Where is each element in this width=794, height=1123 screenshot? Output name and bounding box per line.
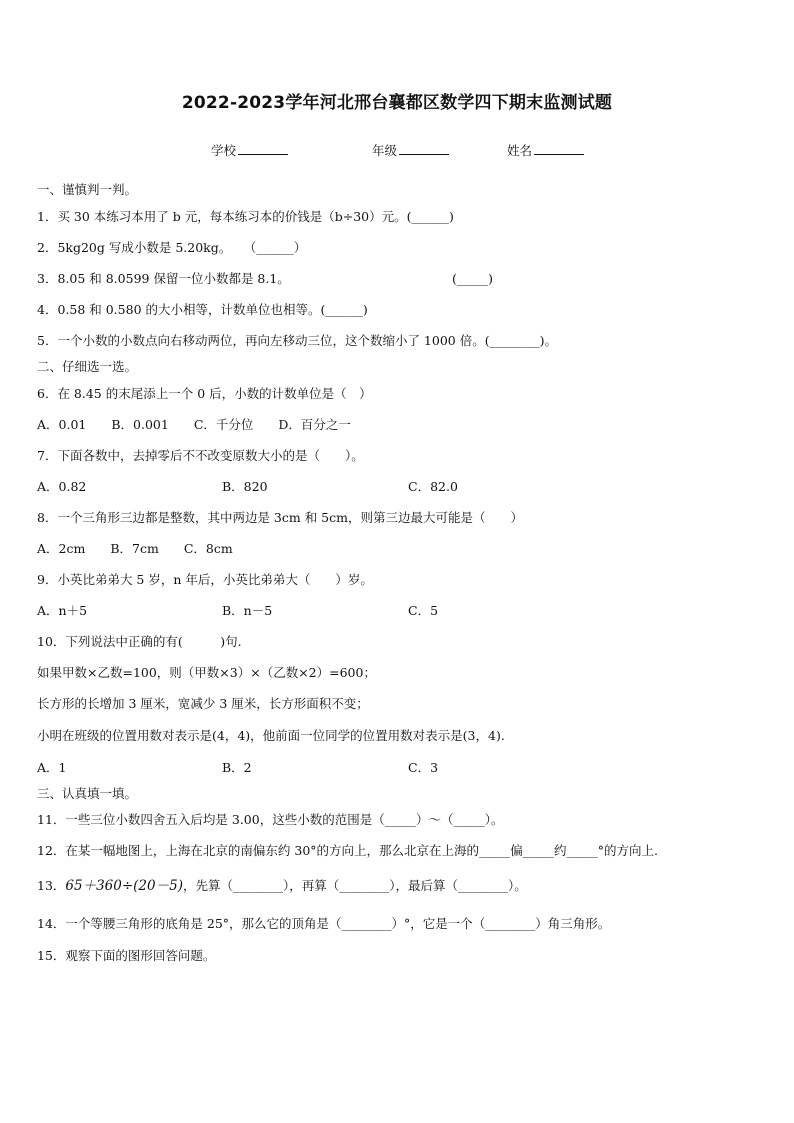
question-10-statement-1: 如果甲数×乙数=100，则（甲数×3）×（乙数×2）=600； (37, 665, 376, 680)
question-9-option-b[interactable]: B．n－5 (222, 603, 273, 618)
question-7: 7．下面各数中，去掉零后不不改变原数大小的是（ ）。 (37, 448, 364, 463)
name-label: 姓名 (507, 143, 533, 158)
question-10-option-b[interactable]: B．2 (222, 760, 252, 775)
question-12: 12．在某一幅地图上，上海在北京的南偏东约 30°的方向上，那么北京在上海的_____偏_____约_____°的方向上. (37, 843, 659, 858)
school-blank[interactable] (238, 141, 288, 155)
question-10-statement-3: 小明在班级的位置用数对表示是(4，4)，他前面一位同学的位置用数对表示是(3，4). (37, 728, 505, 743)
grade-field[interactable] (372, 141, 449, 159)
question-10-option-c[interactable]: C．3 (408, 760, 439, 775)
question-7-option-b[interactable]: B．820 (222, 479, 268, 494)
grade-blank[interactable] (399, 141, 449, 155)
section-heading-1: 一、谨慎判一判。 (37, 182, 138, 197)
question-6: 6．在 8.45 的末尾添上一个 0 后，小数的计数单位是（ ） (37, 386, 372, 401)
question-13 (37, 878, 527, 894)
student-info-row (0, 141, 794, 159)
question-7-option-c[interactable]: C．82.0 (408, 479, 458, 494)
question-13-expression: 65＋360÷(20－5) (65, 878, 183, 894)
name-field[interactable] (507, 141, 584, 159)
question-8-options: A．2cm B．7cm C．8cm (37, 541, 233, 556)
question-3: 3．8.05 和 8.0599 保留一位小数都是 8.1。 (37, 271, 290, 286)
question-1: 1．买 30 本练习本用了 b 元，每本练习本的价钱是（b÷30）元。(______) (37, 209, 454, 224)
school-label: 学校 (211, 143, 237, 158)
question-10: 10．下列说法中正确的有( )句. (37, 634, 242, 649)
section-heading-3: 三、认真填一填。 (37, 786, 138, 801)
question-10-statement-2: 长方形的长增加 3 厘米，宽减少 3 厘米，长方形面积不变； (37, 696, 369, 711)
question-5: 5．一个小数的小数点向右移动两位，再向左移动三位，这个数缩小了 1000 倍。(________)。 (37, 333, 557, 348)
section-heading-2: 二、仔细选一选。 (37, 359, 138, 374)
question-9-option-a[interactable]: A．n＋5 (37, 603, 88, 618)
question-9: 9．小英比弟弟大 5 岁，n 年后，小英比弟弟大（ ）岁。 (37, 572, 373, 587)
question-2: 2．5kg20g 写成小数是 5.20kg。 （______） (37, 240, 307, 255)
question-14: 14．一个等腰三角形的底角是 25°，那么它的顶角是（________）°，它是一个（________）角三角形。 (37, 916, 611, 931)
grade-label: 年级 (372, 143, 398, 158)
question-15: 15．观察下面的图形回答问题。 (37, 948, 216, 963)
question-8: 8．一个三角形三边都是整数，其中两边是 3cm 和 5cm，则第三边最大可能是（ ） (37, 510, 523, 525)
name-blank[interactable] (534, 141, 584, 155)
question-13-prompt: ，先算（________），再算（________），最后算（________）。 (182, 878, 527, 893)
question-10-option-a[interactable]: A．1 (37, 760, 67, 775)
question-6-options: A．0.01 B．0.001 C．千分位 D．百分之一 (37, 417, 351, 432)
school-field[interactable] (211, 141, 288, 159)
question-13-number: 13． (37, 878, 66, 893)
question-4: 4．0.58 和 0.580 的大小相等，计数单位也相等。(______) (37, 302, 368, 317)
page-title: 2022-2023学年河北邢台襄都区数学四下期末监测试题 (181, 93, 613, 113)
question-3-answer-blank[interactable]: (_____) (452, 271, 494, 286)
question-9-option-c[interactable]: C．5 (408, 603, 439, 618)
question-11: 11．一些三位小数四舍五入后均是 3.00，这些小数的范围是（_____）～（_____）。 (37, 812, 504, 827)
question-7-option-a[interactable]: A．0.82 (37, 479, 87, 494)
